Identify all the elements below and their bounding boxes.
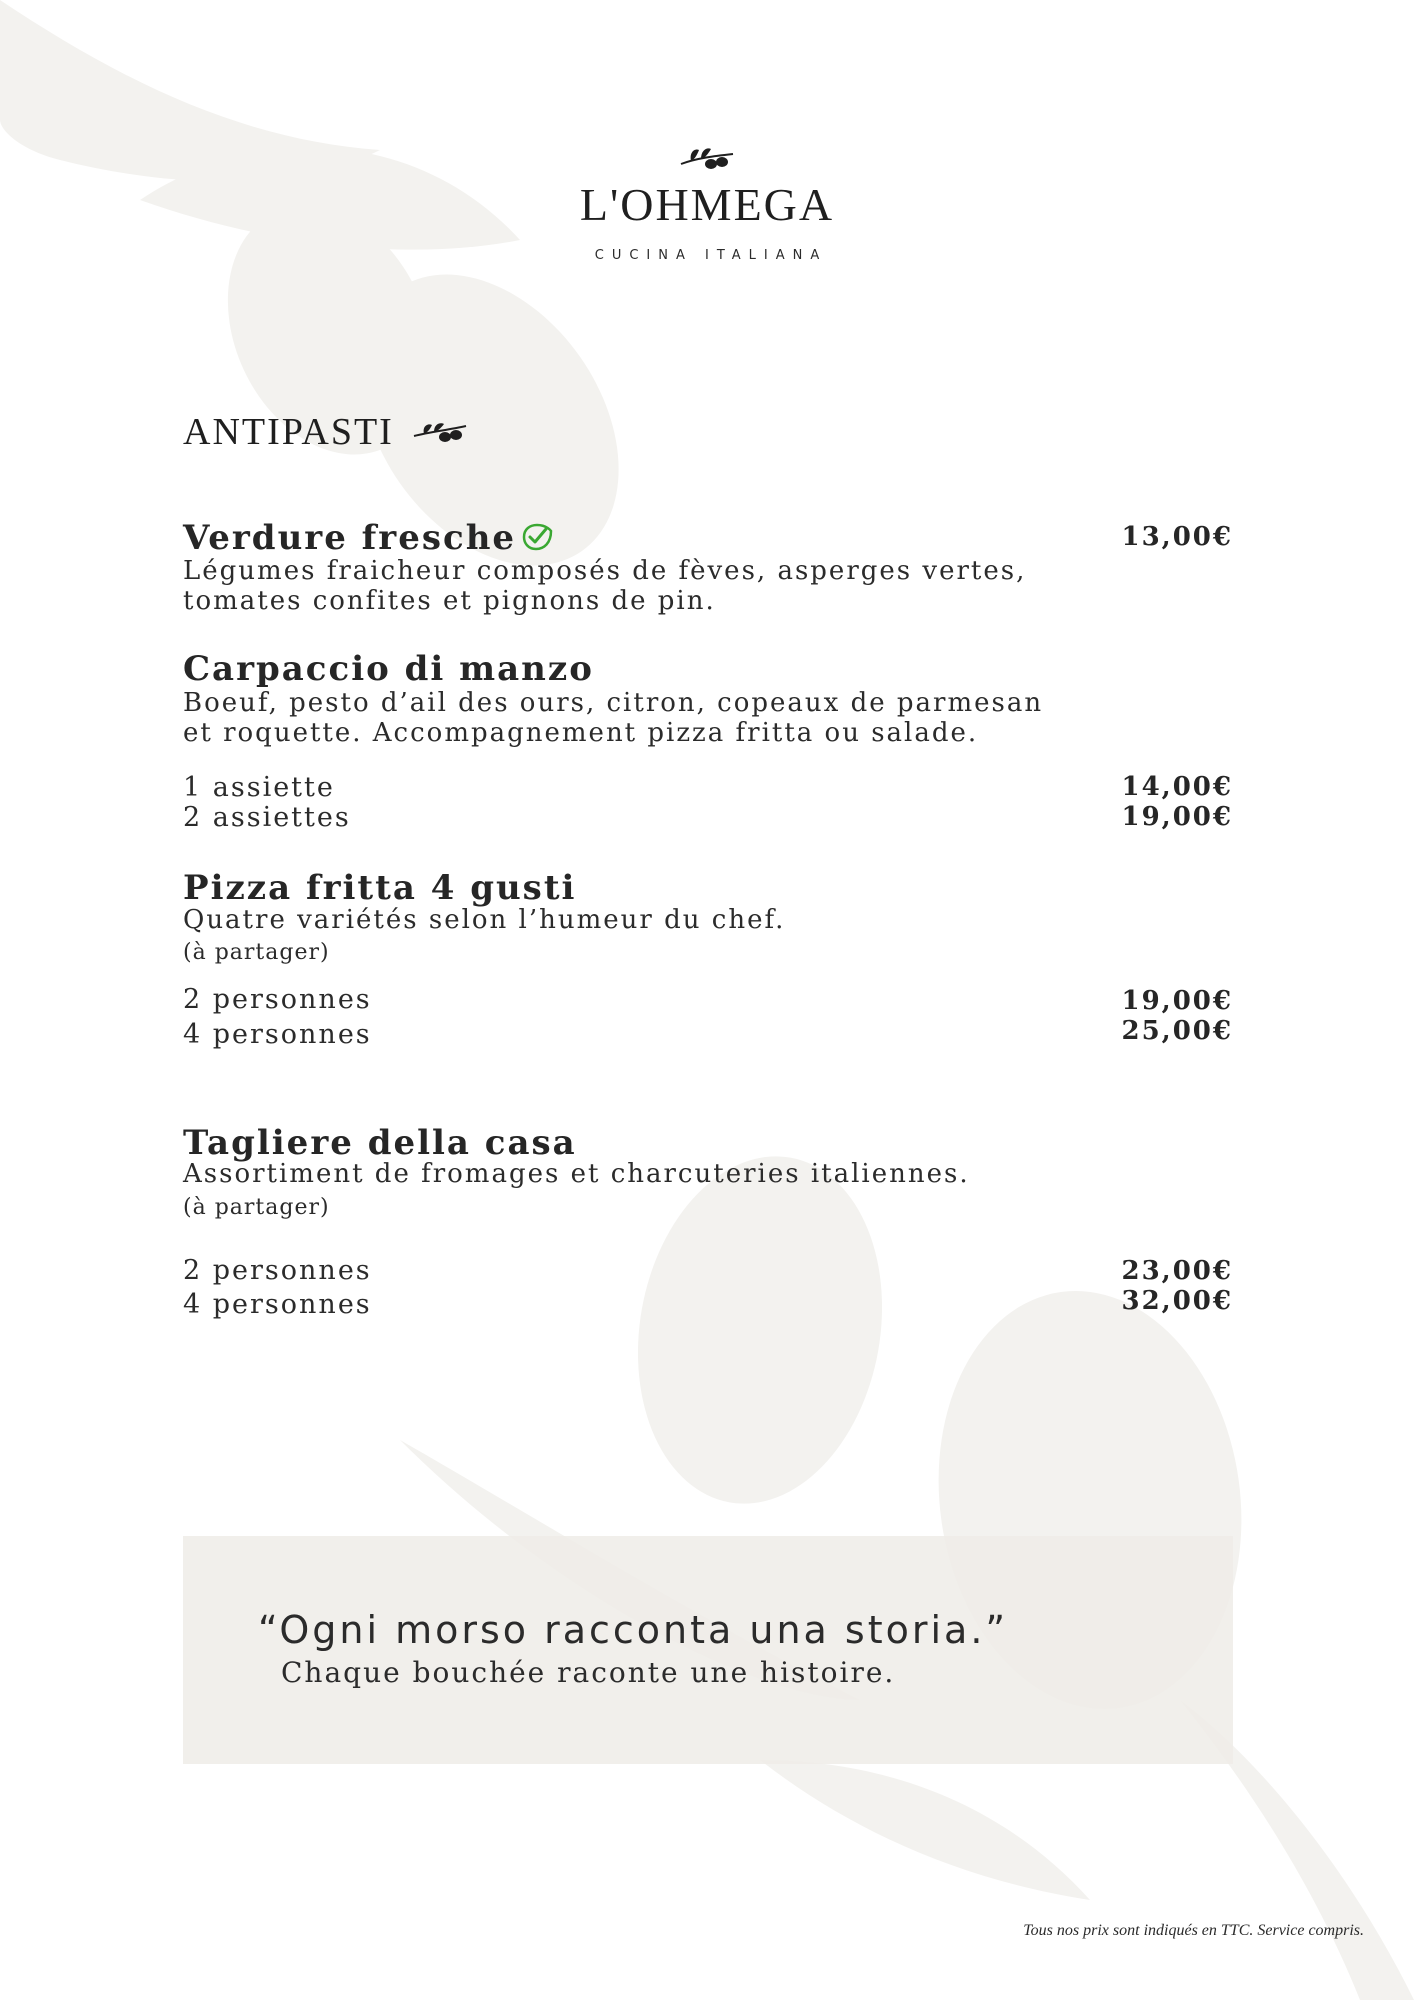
quote-italian: “Ogni morso racconta una storia.” (258, 1608, 1009, 1652)
option-price: 32,00€ (1121, 1286, 1233, 1316)
description-line: Légumes fraicheur composés de fèves, asperges vertes, (183, 556, 1027, 586)
option-label: 4 personnes (183, 1289, 372, 1320)
option-label: 2 personnes (183, 1255, 372, 1286)
section-title: ANTIPASTI (183, 411, 394, 453)
olive-branch-icon (677, 140, 737, 176)
option-label: 2 personnes (183, 984, 372, 1015)
quote-french: Chaque bouchée raconte une histoire. (281, 1656, 896, 1689)
item-price: 13,00€ (1121, 522, 1233, 552)
description-line: tomates confites et pignons de pin. (183, 586, 716, 616)
item-description: Assortiment de fromages et charcuteries italiennes. (183, 1159, 970, 1189)
option-price: 19,00€ (1121, 802, 1233, 832)
brand-tagline: CUCINA ITALIANA (594, 248, 828, 263)
menu-item (183, 518, 554, 558)
item-note: (à partager) (183, 940, 330, 965)
option-price: 14,00€ (1121, 772, 1233, 802)
option-price: 19,00€ (1121, 986, 1233, 1016)
item-name: Verdure fresche (183, 518, 517, 558)
brand-logo (0, 140, 1414, 263)
section-header (183, 410, 468, 454)
item-description: Quatre variétés selon l’humeur du chef. (183, 905, 786, 935)
description-line: Boeuf, pesto d’ail des ours, citron, copeaux de parmesan (183, 688, 1044, 718)
item-name: Carpaccio di manzo (183, 649, 594, 689)
item-note: (à partager) (183, 1195, 330, 1220)
option-label: 4 personnes (183, 1019, 372, 1050)
olive-branch-icon (412, 416, 468, 448)
brand-name: L'OHMEGA (579, 179, 835, 230)
item-name: Pizza fritta 4 gusti (183, 868, 577, 908)
item-name: Tagliere della casa (183, 1123, 577, 1163)
option-label: 2 assiettes (183, 802, 351, 833)
option-price: 25,00€ (1121, 1016, 1233, 1046)
item-description (183, 688, 1043, 748)
option-price: 23,00€ (1121, 1256, 1233, 1286)
item-description (183, 556, 1026, 616)
vegetarian-leaf-check-icon (520, 519, 554, 553)
price-footnote: Tous nos prix sont indiqués en TTC. Service compris. (1023, 1922, 1364, 1939)
option-label: 1 assiette (183, 772, 335, 803)
description-line: et roquette. Accompagnement pizza fritta ou salade. (183, 718, 979, 748)
